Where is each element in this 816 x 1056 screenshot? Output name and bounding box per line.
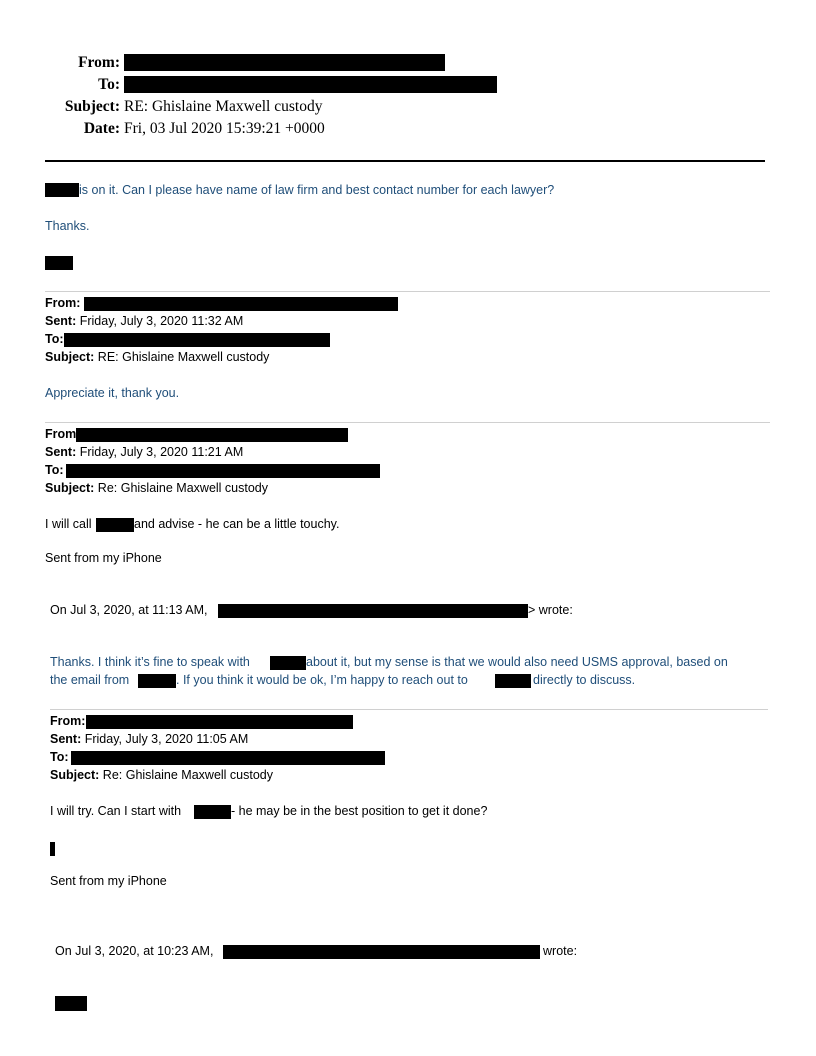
redacted-signature: [45, 256, 73, 270]
msg2-body-a: I will call: [45, 517, 92, 531]
quote1-intro-b: > wrote:: [528, 603, 573, 617]
redacted-to: [124, 76, 497, 93]
reply-thanks: Thanks.: [45, 219, 90, 233]
redacted-from: [124, 54, 445, 71]
redacted-name: [194, 805, 231, 819]
quote1-intro-a: On Jul 3, 2020, at 11:13 AM,: [50, 603, 208, 617]
header-to-label: To:: [98, 76, 120, 93]
msg3-sent: Sent: Friday, July 3, 2020 11:05 AM: [50, 732, 249, 746]
header-subject-label: Subject:: [64, 98, 120, 115]
msg3-to-label: To:: [50, 750, 69, 764]
redacted-sender: [223, 945, 540, 959]
header-date-value: Fri, 03 Jul 2020 15:39:21 +0000: [124, 120, 325, 137]
redacted-initial: [50, 842, 55, 856]
quote2-intro-a: On Jul 3, 2020, at 10:23 AM,: [55, 944, 214, 958]
redacted-from: [86, 715, 353, 729]
msg1-from-label: From:: [45, 296, 81, 310]
redacted-name: [270, 656, 306, 670]
redacted-sender: [218, 604, 528, 618]
msg3-from-label: From:: [50, 714, 86, 728]
redacted-from: [76, 428, 348, 442]
redacted-from: [84, 297, 398, 311]
redacted-name: [45, 183, 79, 197]
redacted-name: [138, 674, 176, 688]
msg1-subject: Subject: RE: Ghislaine Maxwell custody: [45, 350, 270, 364]
msg3-body-b: - he may be in the best position to get it done?: [231, 804, 488, 818]
header-divider: [45, 160, 765, 162]
msg2-signature: Sent from my iPhone: [45, 551, 162, 565]
header-from-label: From:: [78, 54, 120, 71]
redacted-name: [96, 518, 134, 532]
redacted-to: [66, 464, 380, 478]
redacted-to: [71, 751, 385, 765]
msg2-subject: Subject: Re: Ghislaine Maxwell custody: [45, 481, 269, 495]
header-subject-value: RE: Ghislaine Maxwell custody: [124, 98, 323, 115]
msg1-body: Appreciate it, thank you.: [45, 386, 180, 400]
reply-line: is on it. Can I please have name of law firm and best contact number for each lawyer?: [79, 183, 555, 197]
msg3-body-a: I will try. Can I start with: [50, 804, 182, 818]
msg2-sent: Sent: Friday, July 3, 2020 11:21 AM: [45, 445, 244, 459]
msg2-from-label: From: [45, 427, 77, 441]
quote1-text2-a: the email from: [50, 673, 130, 687]
quote2-intro-b: wrote:: [543, 944, 578, 958]
redacted-name: [495, 674, 531, 688]
redacted-to: [64, 333, 330, 347]
quote1-text1-b: about it, but my sense is that we would also need USMS approval, based on: [306, 655, 728, 669]
msg3-signature: Sent from my iPhone: [50, 874, 167, 888]
msg3-subject: Subject: Re: Ghislaine Maxwell custody: [50, 768, 274, 782]
redacted-signature: [55, 996, 87, 1011]
message-divider: [45, 422, 770, 423]
msg1-to-label: To:: [45, 332, 64, 346]
header-date-label: Date:: [83, 120, 120, 137]
msg2-to-label: To:: [45, 463, 64, 477]
quote1-text1-a: Thanks. I think it’s fine to speak with: [50, 655, 250, 669]
message-divider: [45, 291, 770, 292]
quote1-text2-c: directly to discuss.: [533, 673, 636, 687]
msg1-sent: Sent: Friday, July 3, 2020 11:32 AM: [45, 314, 244, 328]
message-divider: [50, 709, 768, 710]
msg2-body-b: and advise - he can be a little touchy.: [134, 517, 340, 531]
quote1-text2-b: . If you think it would be ok, I’m happy to reach out to: [176, 673, 468, 687]
